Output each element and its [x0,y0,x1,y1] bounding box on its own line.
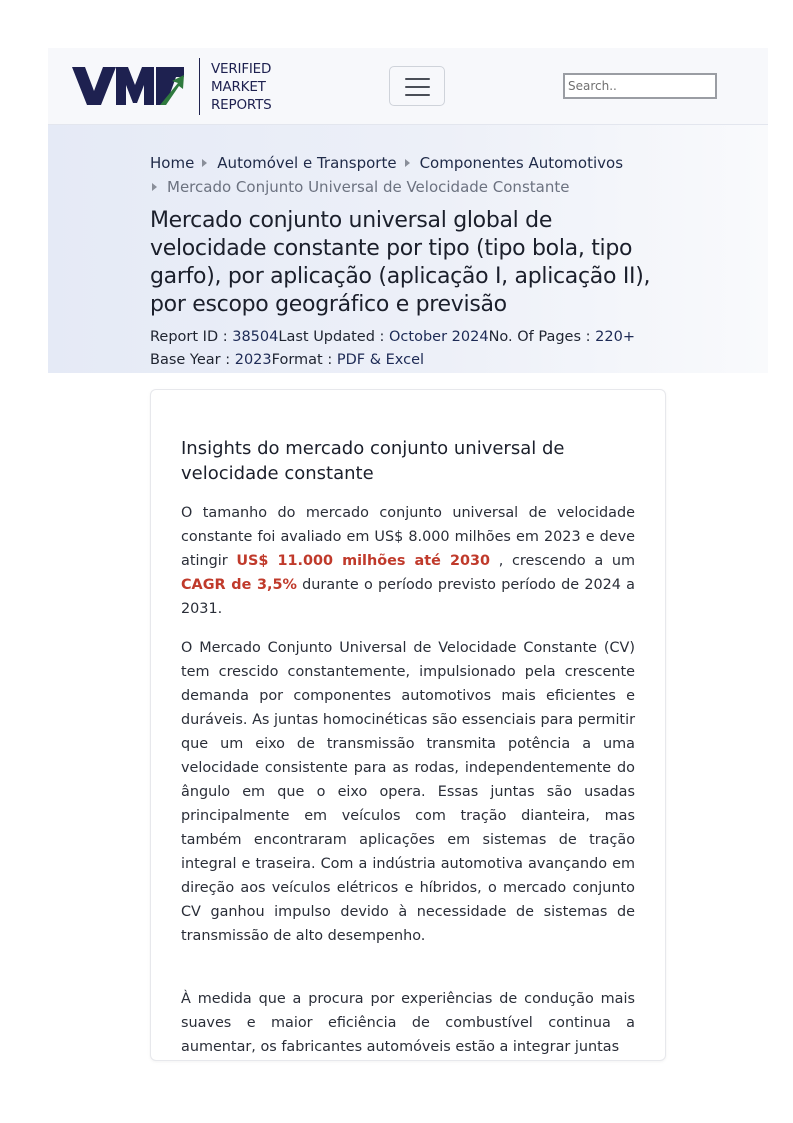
format-value: PDF & Excel [336,352,425,368]
logo-divider [199,58,200,115]
logo-wordmark[interactable] [211,60,301,114]
pages-label: No. Of Pages : [488,329,596,345]
report-id-label: Report ID : [150,329,233,345]
site-header [48,48,768,125]
breadcrumb-current: Mercado Conjunto Universal de Velocidade Constante [167,178,570,196]
insights-title: Insights do mercado conjunto universal de velocidade constante [181,438,565,484]
format-label: Format : [271,352,337,368]
pages-value: 220+ [595,329,635,345]
breadcrumb-home-link[interactable]: Home [150,154,195,172]
search-input[interactable] [563,73,717,99]
insights-paragraph-1 [181,501,635,621]
base-year-label: Base Year : [150,352,235,368]
insights-paragraph-3: À medida que a procura por experiências de condução mais suaves e maior eficiência de combustível continua a aumentar, os fabricantes automóveis estão a integrar juntas [181,991,635,1055]
breadcrumb-category-link[interactable]: Automóvel e Transporte [217,154,397,172]
breadcrumb [150,151,670,199]
logo-line: VERIFIED [211,61,272,77]
logo-line: REPORTS [211,97,272,113]
base-year-value: 2023 [234,352,272,368]
menu-toggle-button[interactable] [389,66,445,106]
chevron-right-icon [152,183,157,191]
report-meta [150,326,670,372]
insights-paragraph-2: O Mercado Conjunto Universal de Velocidade Constante (CV) tem crescido constantemente, impulsionado pela crescente demanda por componentes automotivos mais eficientes e duráveis. As juntas homocinéticas são essenciais para permitir que um eixo de transmissão transmita potência a uma velocidade consistente para as rodas, independentemente do ângulo em que o eixo opera. Essas juntas são usadas principalmente em veículos com tração dianteira, mas também encontraram aplicações em sistemas de tração integral e traseira. Com a indústria automotiva avançando em direção aos veículos elétricos e híbridos, o mercado conjunto CV ganhou impulso devido à necessidade de sistemas de transmissão de alto desempenho. [181,640,635,944]
chevron-right-icon [202,159,207,167]
cagr-highlight: CAGR de 3,5% [181,577,297,593]
last-updated-label: Last Updated : [278,329,390,345]
hamburger-menu-icon [405,94,430,96]
chevron-right-icon [405,159,410,167]
insights-card [150,389,666,1061]
report-hero [48,125,768,373]
breadcrumb-subcategory-link[interactable]: Componentes Automotivos [419,154,624,172]
page-title: Mercado conjunto universal global de velocidade constante por tipo (tipo bola, tipo garfo), por aplicação (aplicação I, aplicação II), por escopo geográfico e previsão [150,208,651,317]
paragraph-text: O tamanho do mercado conjunto universal de velocidade constante foi avaliado em US$ 8.000 milhões em 2023 e deve atingir [181,505,635,569]
paragraph-text: durante o período previsto período de 2024 a 2031. [181,577,635,617]
last-updated-value: October 2024 [389,329,489,345]
hamburger-menu-icon [405,78,430,80]
market-size-highlight: US$ 11.000 milhões até 2030 [236,553,491,569]
logo-line: MARKET [211,79,266,95]
paragraph-text: , crescendo a um [490,553,635,569]
report-id-value: 38504 [232,329,279,345]
hamburger-menu-icon [405,86,430,88]
vmr-logo-icon[interactable] [72,67,184,105]
